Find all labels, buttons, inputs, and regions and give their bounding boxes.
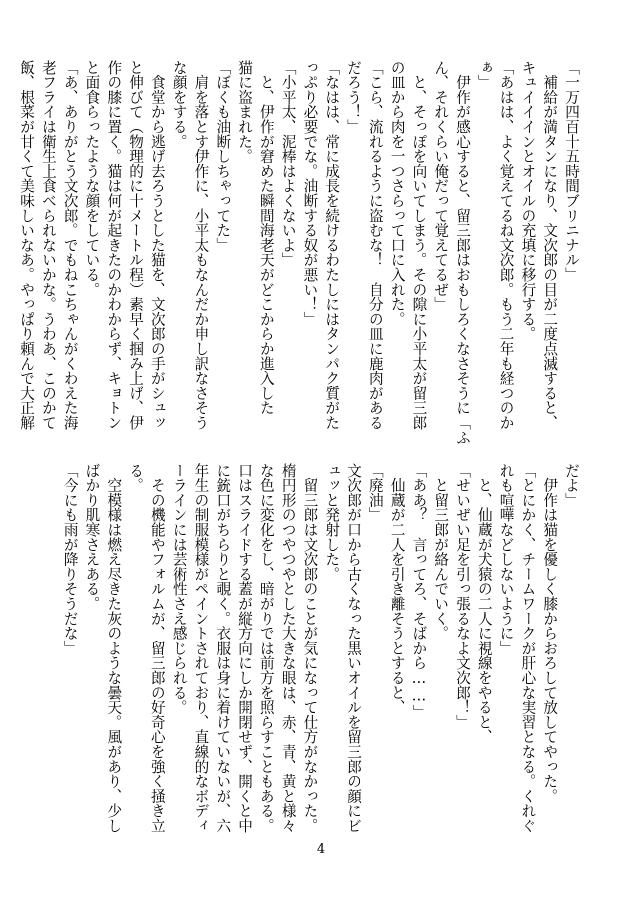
text-line: 老フライは衛生上食べられないかな。うわあ、このかて [39, 60, 57, 430]
text-line: ん、それくらい俺だって覚えてるぜ」 [432, 60, 450, 312]
text-line: な色に変化をし、暗がりでは前方を照らすこともある。 [257, 463, 275, 833]
text-block-lower [60, 463, 582, 838]
text-line: 「こら、流れるように盗むな！ 自分の皿に鹿肉がある [366, 60, 384, 430]
text-line: と、仙蔵が犬猿の二人に視線をやると、 [475, 463, 493, 745]
text-line: 楕円形のつやつやとした大きな眼は、赤、青、黄と様々 [279, 463, 297, 833]
text-block-upper [18, 60, 582, 445]
text-line: ぁ」 [475, 60, 493, 90]
text-line: 「一万四百十五時間ブリニナル」 [563, 60, 580, 282]
text-line: 「今にも雨が降りそうだな」 [61, 463, 79, 656]
text-line: 伊作は猫を優しく膝からおろして放してやった。 [541, 463, 559, 804]
text-line: 作の膝に置く。猫は何が起きたのかわからず、キョトン [105, 60, 123, 430]
text-line: その機能やフォルムが、留三郎の好奇心を強く掻き立 [148, 463, 166, 833]
text-line: っぷり必要でな。油断する奴が悪い！」 [301, 60, 319, 327]
text-line: 仙蔵が二人を引き離そうとすると、 [388, 463, 406, 715]
text-line: 「ああ？ 言ってろ、そばから……」 [410, 463, 428, 720]
text-line: る。 [127, 463, 145, 493]
text-line: と、伊作が窘めた瞬間海老天がどこからか進入した [257, 60, 275, 416]
text-line: 口はスライドする蓋が縦方向にしか開閉せず、開くと中 [236, 463, 254, 833]
text-line: 食堂から逃げ去ろうとした猫を、文次郎の手がシュッ [148, 60, 166, 430]
text-line: 文次郎が口から古くなった黒いオイルを留三郎の顔にビ [345, 463, 363, 833]
text-line: 「あ、ありがとう文次郎。でもねこちゃんがくわえた海 [61, 60, 79, 430]
text-line: 「とにかく、チームワークが肝心な実習となる。くれぐ [519, 463, 537, 833]
text-line: と面食らったような顔をしている。 [83, 60, 101, 297]
text-line: と、そっぽを向いてしまう。その隙に小平太が留三郎 [410, 60, 428, 430]
text-line: と留三郎が絡んでいく。 [432, 463, 450, 641]
text-line: れも喧嘩などしないように」 [497, 463, 515, 656]
text-line: 猫に盗まれた。 [236, 60, 254, 164]
text-line: と伸びて（物理的に十メートル程）素早く掴み上げ、伊 [127, 60, 145, 430]
text-line: 「小平太、泥棒はよくないよ」 [279, 60, 297, 268]
text-line: だろう！」 [345, 60, 363, 134]
text-line: ーラインには芸術性さえ感じられる。 [170, 463, 188, 715]
text-line: ュッと発射した。 [323, 463, 341, 582]
text-line: 年生の制服模様がペイントされており、直線的なボディ [192, 463, 210, 833]
text-line: 伊作が感心すると、留三郎はおもしろくなさそうに「ふ [454, 60, 472, 445]
text-line: 飯、根菜が甘くて美味しいなあ。やっぱり頼んで大正解 [18, 60, 36, 430]
text-line: 「あはは、よく覚えてるね文次郎。もう二年も経つのか [497, 60, 515, 430]
text-line: の皿から肉を一つさらって口に入れた。 [388, 60, 406, 327]
text-line: だよ」 [563, 463, 580, 508]
text-line: 「せいぜい足を引っ張るなよ文次郎！」 [454, 463, 472, 730]
text-line: 「ぼくも油断しちゃってた」 [214, 60, 232, 253]
text-line: 補給が満タンになり、文次郎の目が二度点滅すると、 [541, 60, 559, 430]
text-line: 留三郎は文次郎のことが気になって仕方がなかった。 [301, 463, 319, 833]
text-line: 「廃油」 [366, 463, 384, 523]
text-line: 「なはは、常に成長を続けるわたしにはタンパク質がた [323, 60, 341, 430]
text-line: な顔をする。 [170, 60, 188, 149]
text-line: ばかり肌寒さえある。 [83, 463, 101, 611]
text-line: に銃口がちらりと覗く。衣服は身に着けていないが、六 [214, 463, 232, 833]
page-number: 4 [316, 842, 326, 857]
text-line: 空模様は燃え尽きた灰のような曇天。風があり、少し [105, 463, 123, 833]
text-line: キュイイインとオイルの充填に移行する。 [519, 60, 537, 342]
text-line: 肩を落とす伊作に、小平太もなんだか申し訳なさそう [192, 60, 210, 430]
